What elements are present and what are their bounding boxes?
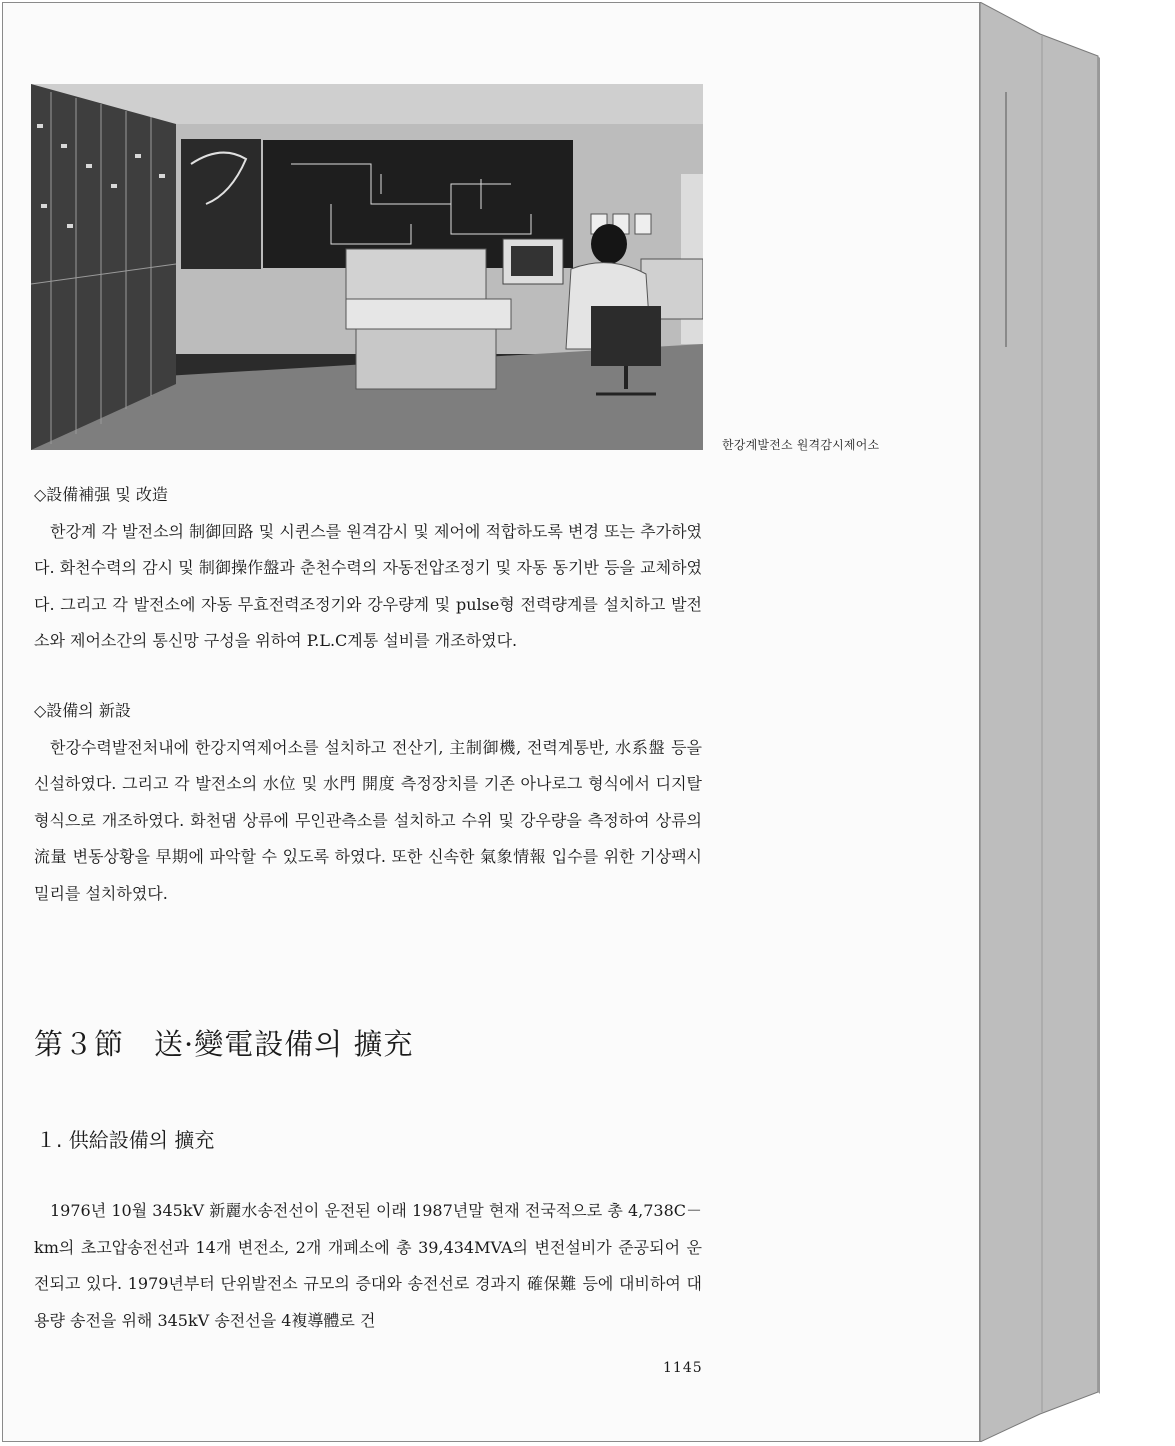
section-supply-expansion: [34, 1193, 702, 1339]
section-paragraph: 한강계 각 발전소의 制御回路 및 시퀸스를 원격감시 및 제어에 적합하도록 변경 또는 추가하였다. 화천수력의 감시 및 制御操作盤과 춘천수력의 자동전압조정기 및 자동 동기반 등을 교체하였다. 그리고 각 발전소에 자동 무효전력조정기와 강우량계 및 pulse형 전력량계를 설치하고 발전소와 제어소간의 통신망 구성을 위하여 P.L.C계통 설비를 개조하였다.: [34, 521, 702, 650]
section-paragraph: 한강수력발전처내에 한강지역제어소를 설치하고 전산기, 主制御機, 전력계통반, 水系盤 등을 신설하였다. 그리고 각 발전소의 水位 및 水門 開度 측정장치를 기존 아나로그 형식에서 디지탈 형식으로 개조하였다. 화천댐 상류에 무인관측소를 설치하고 수위 및 강우량을 측정하여 상류의 流量 변동상황을 早期에 파악할 수 있도록 하였다. 또한 신속한 氣象情報 입수를 위한 기상팩시밀리를 설치하였다.: [34, 737, 702, 903]
subsection-title: １. 供給設備의 擴充: [36, 1128, 215, 1152]
photo-caption: 한강계발전소 원격감시제어소: [722, 438, 880, 452]
section-heading: ◇設備의 新設: [34, 701, 131, 720]
section-new-facilities: [34, 693, 702, 912]
section-title: 第３節 送·變電設備의 擴充: [34, 1027, 414, 1061]
control-room-photo: [31, 84, 703, 450]
section-heading: ◇設備補强 및 改造: [34, 485, 168, 504]
page-number: 1145: [663, 1360, 703, 1376]
book-edge: [980, 2, 1100, 1442]
section-reinforcement: [34, 477, 702, 660]
section-paragraph: 1976년 10월 345kV 新麗水송전선이 운전된 이래 1987년말 현재 전국적으로 총 4,738C－km의 초고압송전선과 14개 변전소, 2개 개폐소에 총 39,434MVA의 변전설비가 준공되어 운전되고 있다. 1979년부터 단위발전소 규모의 증대와 송전선로 경과지 確保難 등에 대비하여 대용량 송전을 위해 345kV 송전선을 4複導體로 건: [34, 1201, 702, 1330]
